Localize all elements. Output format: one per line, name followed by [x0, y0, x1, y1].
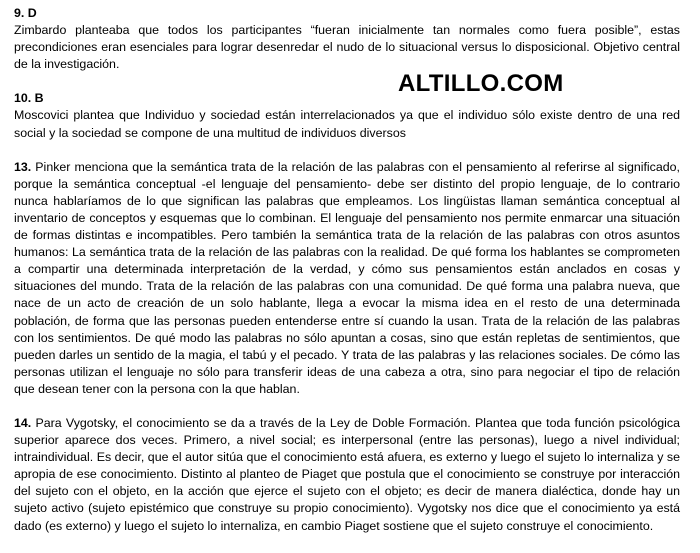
- paragraph-gap: [14, 398, 680, 415]
- paragraph-gap: [14, 142, 680, 159]
- answer-text: Para Vygotsky, el conocimiento se da a través de la Ley de Doble Formación. Plantea que toda función psicológica superior aparece dos veces. Primero, a nivel social; es interpersonal (entre las personas), luego a nivel individual; intraindividual. Es decir, que el autor sitúa que el conocimiento está afuera, es externo y luego el sujeto lo internaliza y se apropia de ese conocimiento. Distinto al planteo de Piaget que postula que el conocimiento se construye por interacción del sujeto con el objeto, en la acción que ejerce el sujeto con el objeto; es decir de manera dialéctica, donde hay un sujeto activo (sujeto epistémico que construye su propio conocimiento). Vygotsky nos dice que el conocimiento ya está dado (es externo) y luego el sujeto lo internaliza, en cambio Piaget sostiene que el sujeto construye el conocimiento.: [14, 415, 680, 533]
- answer-14: [14, 415, 680, 535]
- answer-paragraph: [14, 159, 680, 398]
- answer-text: Pinker menciona que la semántica trata de la relación de las palabras con el pensamiento al referirse al significado, porque la semántica conceptual -el lenguaje del pensamiento- debe ser distinto del propio lenguaje, de lo contrario nunca hablaríamos de lo que significan las palabras que empleamos. Los lingüistas llaman semántica conceptual al inventario de conceptos y esquemas que lo combinan. El lenguaje del pensamiento nos permite enmarcar una situación de formas distintas e incompatibles. Pero también la semántica trata de la relación de las palabras con otros asuntos humanos: La semántica trata de la relación de las palabras con la realidad. De qué forma los hablantes se comprometen a compartir una determinada interpretación de la verdad, y cómo sus pensamientos están anclados en cosas y situaciones del mundo. Trata de la relación de las palabras con una comunidad. De qué forma una palabra nueva, que nace de un acto de creación de un solo hablante, llega a evocar la misma idea en el resto de una determinada población, de forma que las personas pueden entenderse entre sí cuando la usan. Trata de la relación de las palabras con los sentimientos. De qué modo las palabras no sólo apuntan a cosas, sino que están repletas de sentimientos, que pueden darles un sentido de la magia, el tabú y el pecado. Y trata de las palabras y las relaciones sociales. De cómo las personas utilizan el lenguaje no sólo para transferir ideas de una cabeza a otra, sino para negociar el tipo de relación que desean tener con la persona con la que hablan.: [14, 159, 680, 396]
- answer-text: Moscovici plantea que Individuo y sociedad están interrelacionados ya que el individuo sólo existe dentro de una red social y la sociedad se compone de una multitud de individuos diversos: [14, 108, 680, 140]
- answer-text: Zimbardo planteaba que todos los participantes “fueran inicialmente tan normales como fuera posible”, estas precondiciones eran esenciales para lograr desenredar el nudo de lo situacional versus lo disposicional. Objetivo central de la investigación.: [14, 23, 680, 72]
- answer-10: [14, 90, 680, 141]
- answer-heading: 10. B: [14, 91, 44, 106]
- watermark-logo: ALTILLO.COM: [398, 70, 564, 97]
- answer-number: 13.: [14, 159, 32, 174]
- answer-number: 14.: [14, 415, 32, 430]
- paragraph-gap: [14, 73, 680, 90]
- answer-paragraph: [14, 415, 680, 535]
- document-body: [14, 5, 680, 535]
- answer-heading: 9. D: [14, 6, 37, 20]
- answer-13: [14, 159, 680, 398]
- answer-9: [14, 5, 680, 73]
